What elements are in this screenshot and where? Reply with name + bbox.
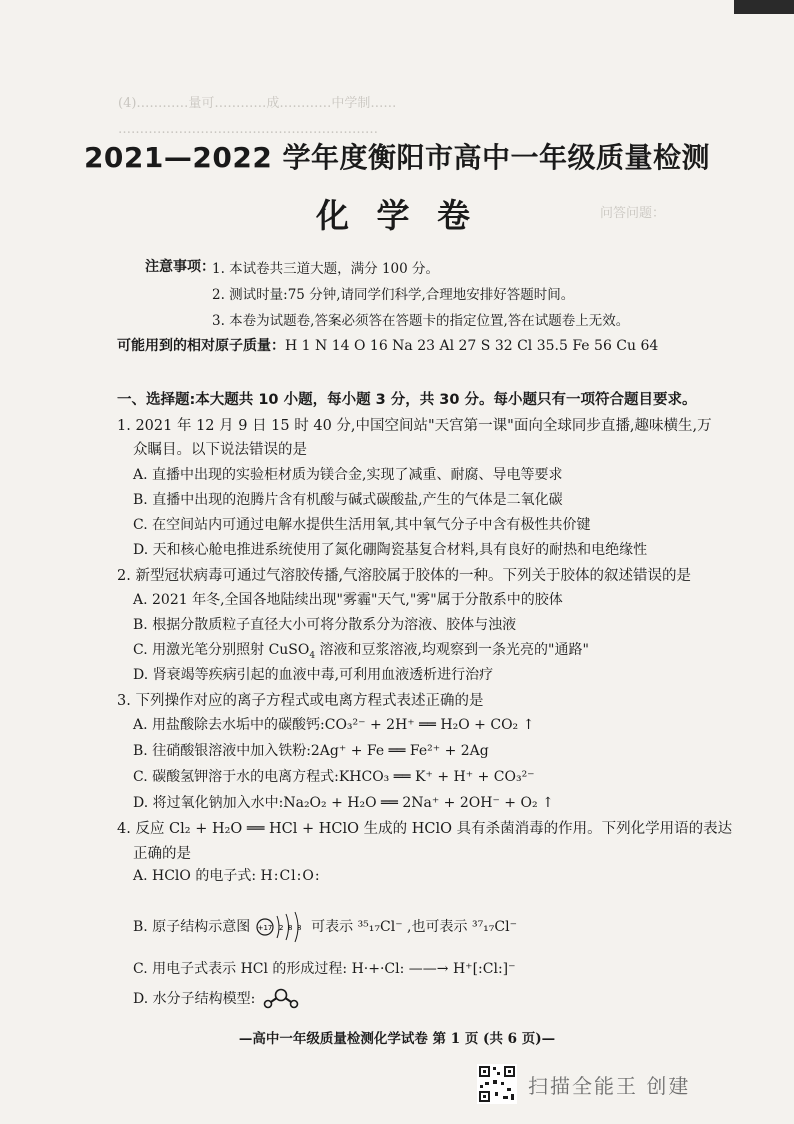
exam-title: 2021—2022 学年度衡阳市高中一年级质量检测 [83, 141, 711, 174]
question-2-stem: 2. 新型冠状病毒可通过气溶胶传播,气溶胶属于胶体的一种。下列关于胶体的叙述错误的是 [117, 568, 692, 584]
option-text: 可表示 [311, 919, 354, 935]
option-text: C. 用电子式表示 HCl 的形成过程: [133, 961, 348, 977]
question-4-stem: 正确的是 [133, 846, 191, 862]
notice-heading: 注意事项： [145, 259, 215, 275]
svg-text:2: 2 [278, 924, 284, 932]
option-text: ,也可表示 [407, 919, 468, 935]
question-1-stem: 1. 2021 年 12 月 9 日 15 时 40 分,中国空间站"天宫第一课"面向全球同步直播,趣味横生,万 [117, 418, 712, 434]
notice-item: 2. 测试时量:75 分钟,请同学们科学,合理地安排好答题时间。 [212, 287, 575, 303]
option-text: B. 原子结构示意图 [133, 919, 251, 935]
subscript: 4 [309, 650, 316, 661]
svg-text:8: 8 [287, 924, 293, 932]
question-3-option-d: D. 将过氧化钠加入水中:Na₂O₂ + H₂O ══ 2Na⁺ + 2OH⁻ + O₂ ↑ [133, 795, 554, 811]
svg-text:8: 8 [296, 924, 302, 932]
question-3-option-b: B. 往硝酸银溶液中加入铁粉:2Ag⁺ + Fe ══ Fe²⁺ + 2Ag [133, 743, 489, 759]
qr-code-icon [477, 1064, 517, 1104]
question-4-option-c [133, 958, 516, 978]
option-text: 溶液和豆浆溶液,均观察到一条光亮的"通路" [315, 642, 589, 658]
question-4-option-a [133, 865, 321, 885]
atom-structure-diagram-icon [255, 910, 307, 944]
question-2-option-a: A. 2021 年冬,全国各地陆续出现"雾霾"天气,"雾"属于分散系中的胶体 [133, 592, 563, 608]
electron-formula-hclo: H:Cl:O: [260, 868, 321, 884]
water-molecule-model-icon [260, 988, 302, 1010]
svg-text:+17: +17 [257, 924, 273, 932]
page-footer: —高中一年级质量检测化学试卷 第 1 页 (共 6 页)— [238, 1031, 556, 1047]
question-1-stem: 众瞩目。以下说法错误的是 [133, 442, 307, 458]
atomic-mass-label: 可能用到的相对原子质量： [117, 338, 285, 354]
option-text: C. 用激光笔分别照射 CuSO [133, 642, 310, 658]
question-2-option-c [133, 639, 589, 661]
option-text: D. 水分子结构模型: [133, 991, 256, 1007]
bleed-through-line: (4)…………量可…………成…………中学制…… [118, 96, 397, 111]
question-1-option-a: A. 直播中出现的实验柜材质为镁合金,实现了减重、耐腐、导电等要求 [133, 467, 563, 483]
section-heading: 一、选择题:本大题共 10 小题，每小题 3 分，共 30 分。每小题只有一项符合题目要求。 [117, 392, 697, 408]
question-2-option-d: D. 肾衰竭等疾病引起的血液中毒,可利用血液透析进行治疗 [133, 667, 494, 683]
atomic-mass-values: H 1 N 14 O 16 Na 23 Al 27 S 32 Cl 35.5 Fe 56 Cu 64 [285, 338, 659, 354]
hcl-formation-formula: H·+·Cl: ——→ H⁺[:Cl:]⁻ [351, 961, 516, 977]
bleed-through-line: 问答问题： [600, 206, 666, 221]
question-4-option-b [133, 910, 517, 944]
exam-subject: 化 学 卷 [316, 196, 478, 235]
question-4-stem: 4. 反应 Cl₂ + H₂O ══ HCl + HClO 生成的 HClO 具有杀菌消毒的作用。下列化学用语的表达 [117, 821, 733, 837]
option-text: A. HClO 的电子式: [133, 868, 257, 884]
question-3-option-c: C. 碳酸氢钾溶于水的电离方程式:KHCO₃ ══ K⁺ + H⁺ + CO₃²⁻ [133, 769, 535, 785]
question-1-option-c: C. 在空间站内可通过电解水提供生活用氧,其中氧气分子中含有极性共价键 [133, 517, 591, 533]
notice-item: 3. 本卷为试题卷,答案必须答在答题卡的指定位置,答在试题卷上无效。 [212, 313, 630, 329]
question-2-option-b: B. 根据分散质粒子直径大小可将分散系分为溶液、胶体与浊液 [133, 617, 517, 633]
question-3-stem: 3. 下列操作对应的离子方程式或电离方程式表述正确的是 [117, 693, 484, 709]
question-4-option-d [133, 988, 302, 1010]
atomic-mass-line [117, 335, 658, 355]
bleed-through-line: …………………………………………………… [118, 122, 378, 137]
notice-item: 1. 本试卷共三道大题，满分 100 分。 [212, 261, 440, 277]
scanner-watermark: 扫描全能王 创建 [528, 1074, 691, 1098]
scan-edge-mark [734, 0, 794, 14]
question-1-option-b: B. 直播中出现的泡腾片含有机酸与碱式碳酸盐,产生的气体是二氧化碳 [133, 492, 563, 508]
isotope-cl35: ³⁵₁₇Cl⁻ [357, 919, 403, 935]
question-3-option-a: A. 用盐酸除去水垢中的碳酸钙:CO₃²⁻ + 2H⁺ ══ H₂O + CO₂ ↑ [133, 717, 535, 733]
isotope-cl37: ³⁷₁₇Cl⁻ [471, 919, 517, 935]
question-1-option-d: D. 天和核心舱电推进系统使用了氮化硼陶瓷基复合材料,具有良好的耐热和电绝缘性 [133, 542, 648, 558]
